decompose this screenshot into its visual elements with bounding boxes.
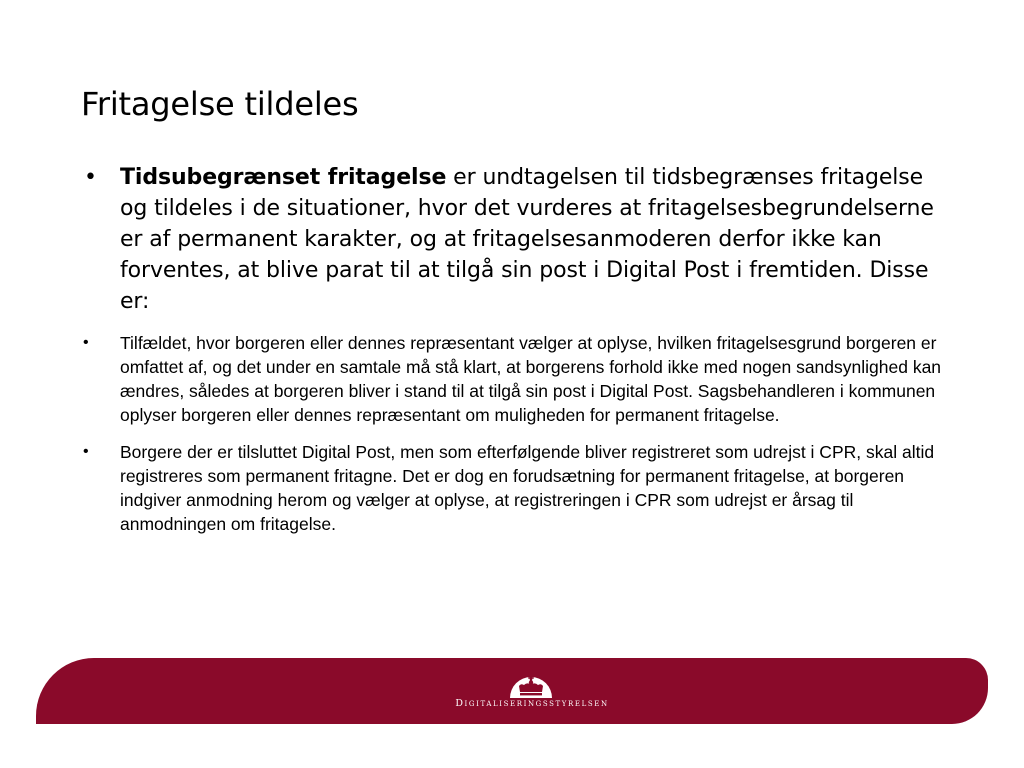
bullet-sub-2 xyxy=(82,440,952,536)
bullet-sub-1 xyxy=(82,331,952,427)
bullet-sub-1-text: Tilfældet, hvor borgeren eller dennes repræsentant vælger at oplyse, hvilken fritagelsesgrund borgeren er omfattet af, og det under en samtale må stå klart, at borgerens forhold ikke med nogen sandsynlighed kan ændres, således at borgeren bliver i stand til at tilgå sin post i Digital Post. Sagsbehandleren i kommunen oplyser borgeren eller dennes repræsentant om muligheden for permanent fritagelse. xyxy=(120,333,942,425)
agency-name: Digitaliseringsstyrelsen xyxy=(455,698,609,709)
slide-title: Fritagelse tildeles xyxy=(81,85,359,124)
bullet-bold-term: Tidsubegrænset fritagelse xyxy=(120,165,447,190)
bullet-dot: • xyxy=(83,443,89,460)
crown-icon xyxy=(509,672,553,698)
bullet-dot: • xyxy=(83,334,89,351)
bullet-sub-2-text: Borgere der er tilsluttet Digital Post, men som efterfølgende bliver registreret som udrejst i CPR, skal altid registreres som permanent fritagne. Det er dog en forudsætning for permanent fritagelse, at borgeren indgiver anmodning herom og vælger at oplyse, at registreringen i CPR som udrejst er årsag til anmodningen om fritagelse. xyxy=(120,442,935,534)
bullet-list xyxy=(82,162,952,549)
bullet-dot: • xyxy=(84,165,97,190)
bullet-main-text: er undtagelsen til tidsbegrænses fritagelse og tildeles i de situationer, hvor det vurderes at fritagelsesbegrundelserne er af permanent karakter, og at fritagelsesanmoderen derfor ikke kan forventes, at blive parat til at tilgå sin post i Digital Post i fremtiden. Disse er: xyxy=(120,165,934,314)
bullet-main xyxy=(82,162,952,317)
agency-logo xyxy=(441,672,623,716)
